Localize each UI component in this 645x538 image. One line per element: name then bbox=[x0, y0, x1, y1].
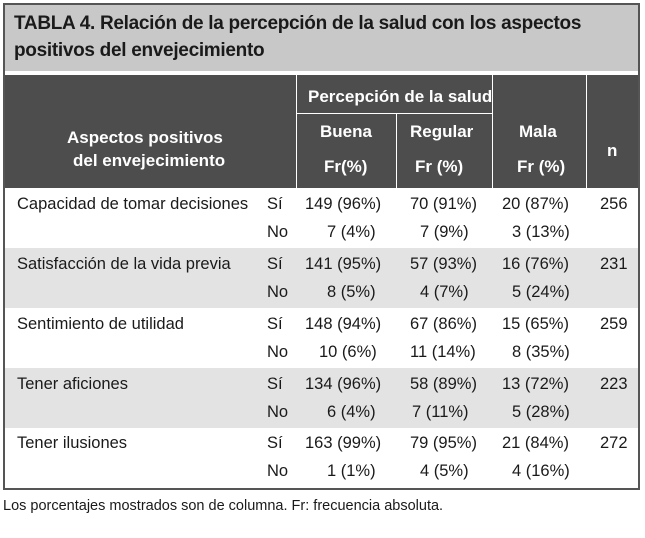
row-label: Tener ilusiones bbox=[17, 434, 128, 452]
header-buena: Buena bbox=[320, 122, 372, 141]
cell-mala-no: 3 (13%) bbox=[512, 223, 570, 241]
cell-buena-no: 6 (4%) bbox=[327, 403, 376, 421]
cell-regular-si: 67 (86%) bbox=[410, 315, 477, 333]
table-header bbox=[5, 75, 638, 188]
row-si: Sí bbox=[267, 315, 283, 333]
cell-buena-no: 10 (6%) bbox=[319, 343, 377, 361]
table-row bbox=[5, 428, 638, 488]
table-frame bbox=[3, 3, 640, 490]
table-row bbox=[5, 308, 638, 368]
header-mala-unit: Fr (%) bbox=[517, 157, 566, 176]
table-row bbox=[5, 368, 638, 428]
cell-n: 223 bbox=[600, 375, 628, 393]
row-label: Capacidad de tomar decisiones bbox=[17, 195, 249, 213]
cell-regular-no: 11 (14%) bbox=[410, 343, 476, 361]
cell-regular-no: 7 (9%) bbox=[420, 223, 469, 241]
header-divider bbox=[586, 75, 587, 188]
cell-n: 272 bbox=[600, 434, 628, 452]
header-buena-unit: Fr(%) bbox=[324, 157, 368, 176]
cell-mala-si: 16 (76%) bbox=[502, 255, 569, 273]
cell-buena-si: 148 (94%) bbox=[305, 315, 382, 333]
cell-regular-no: 7 (11%) bbox=[412, 403, 469, 421]
cell-regular-si: 58 (89%) bbox=[410, 375, 477, 393]
cell-n: 259 bbox=[600, 315, 628, 333]
cell-n: 231 bbox=[600, 255, 628, 273]
row-label: Sentimiento de utilidad bbox=[17, 315, 184, 333]
header-aspects-line-2: del envejecimiento bbox=[73, 151, 226, 170]
row-si: Sí bbox=[267, 434, 283, 452]
row-label: Tener aficiones bbox=[17, 375, 128, 393]
cell-regular-no: 4 (5%) bbox=[420, 462, 469, 480]
cell-regular-si: 79 (95%) bbox=[410, 434, 477, 452]
row-no: No bbox=[267, 223, 289, 241]
title-line-1: TABLA 4. Relación de la percepción de la salud con los aspectos bbox=[14, 13, 582, 34]
header-divider bbox=[296, 75, 297, 188]
header-regular-unit: Fr (%) bbox=[415, 157, 464, 176]
cell-regular-si: 70 (91%) bbox=[410, 195, 477, 213]
cell-n: 256 bbox=[600, 195, 628, 213]
cell-buena-no: 7 (4%) bbox=[327, 223, 376, 241]
cell-buena-no: 1 (1%) bbox=[327, 462, 376, 480]
cell-buena-si: 141 (95%) bbox=[305, 255, 382, 273]
header-divider bbox=[296, 113, 492, 114]
cell-buena-si: 163 (99%) bbox=[305, 434, 382, 452]
row-si: Sí bbox=[267, 195, 283, 213]
table-row bbox=[5, 188, 638, 248]
row-no: No bbox=[267, 343, 289, 361]
header-aspects-line-1: Aspectos positivos bbox=[67, 128, 223, 147]
cell-regular-si: 57 (93%) bbox=[410, 255, 477, 273]
row-no: No bbox=[267, 283, 289, 301]
table-row bbox=[5, 248, 638, 308]
cell-mala-si: 15 (65%) bbox=[502, 315, 569, 333]
header-regular: Regular bbox=[410, 122, 474, 141]
cell-mala-si: 13 (72%) bbox=[502, 375, 569, 393]
header-n: n bbox=[607, 141, 618, 160]
row-si: Sí bbox=[267, 255, 283, 273]
cell-mala-no: 5 (24%) bbox=[512, 283, 570, 301]
header-group-percepcion: Percepción de la salud bbox=[308, 87, 493, 106]
cell-buena-si: 134 (96%) bbox=[305, 375, 382, 393]
table-title bbox=[5, 5, 638, 71]
cell-mala-no: 5 (28%) bbox=[512, 403, 570, 421]
row-label: Satisfacción de la vida previa bbox=[17, 255, 231, 273]
cell-regular-no: 4 (7%) bbox=[420, 283, 469, 301]
cell-buena-si: 149 (96%) bbox=[305, 195, 382, 213]
row-no: No bbox=[267, 462, 289, 480]
cell-buena-no: 8 (5%) bbox=[327, 283, 376, 301]
header-mala: Mala bbox=[519, 122, 557, 141]
row-no: No bbox=[267, 403, 289, 421]
cell-mala-no: 8 (35%) bbox=[512, 343, 570, 361]
cell-mala-si: 21 (84%) bbox=[502, 434, 569, 452]
table-footnote: Los porcentajes mostrados son de columna. Fr: frecuencia absoluta. bbox=[3, 498, 444, 514]
title-line-2: positivos del envejecimiento bbox=[14, 40, 265, 61]
cell-mala-si: 20 (87%) bbox=[502, 195, 569, 213]
header-divider bbox=[396, 113, 397, 188]
cell-mala-no: 4 (16%) bbox=[512, 462, 570, 480]
row-si: Sí bbox=[267, 375, 283, 393]
